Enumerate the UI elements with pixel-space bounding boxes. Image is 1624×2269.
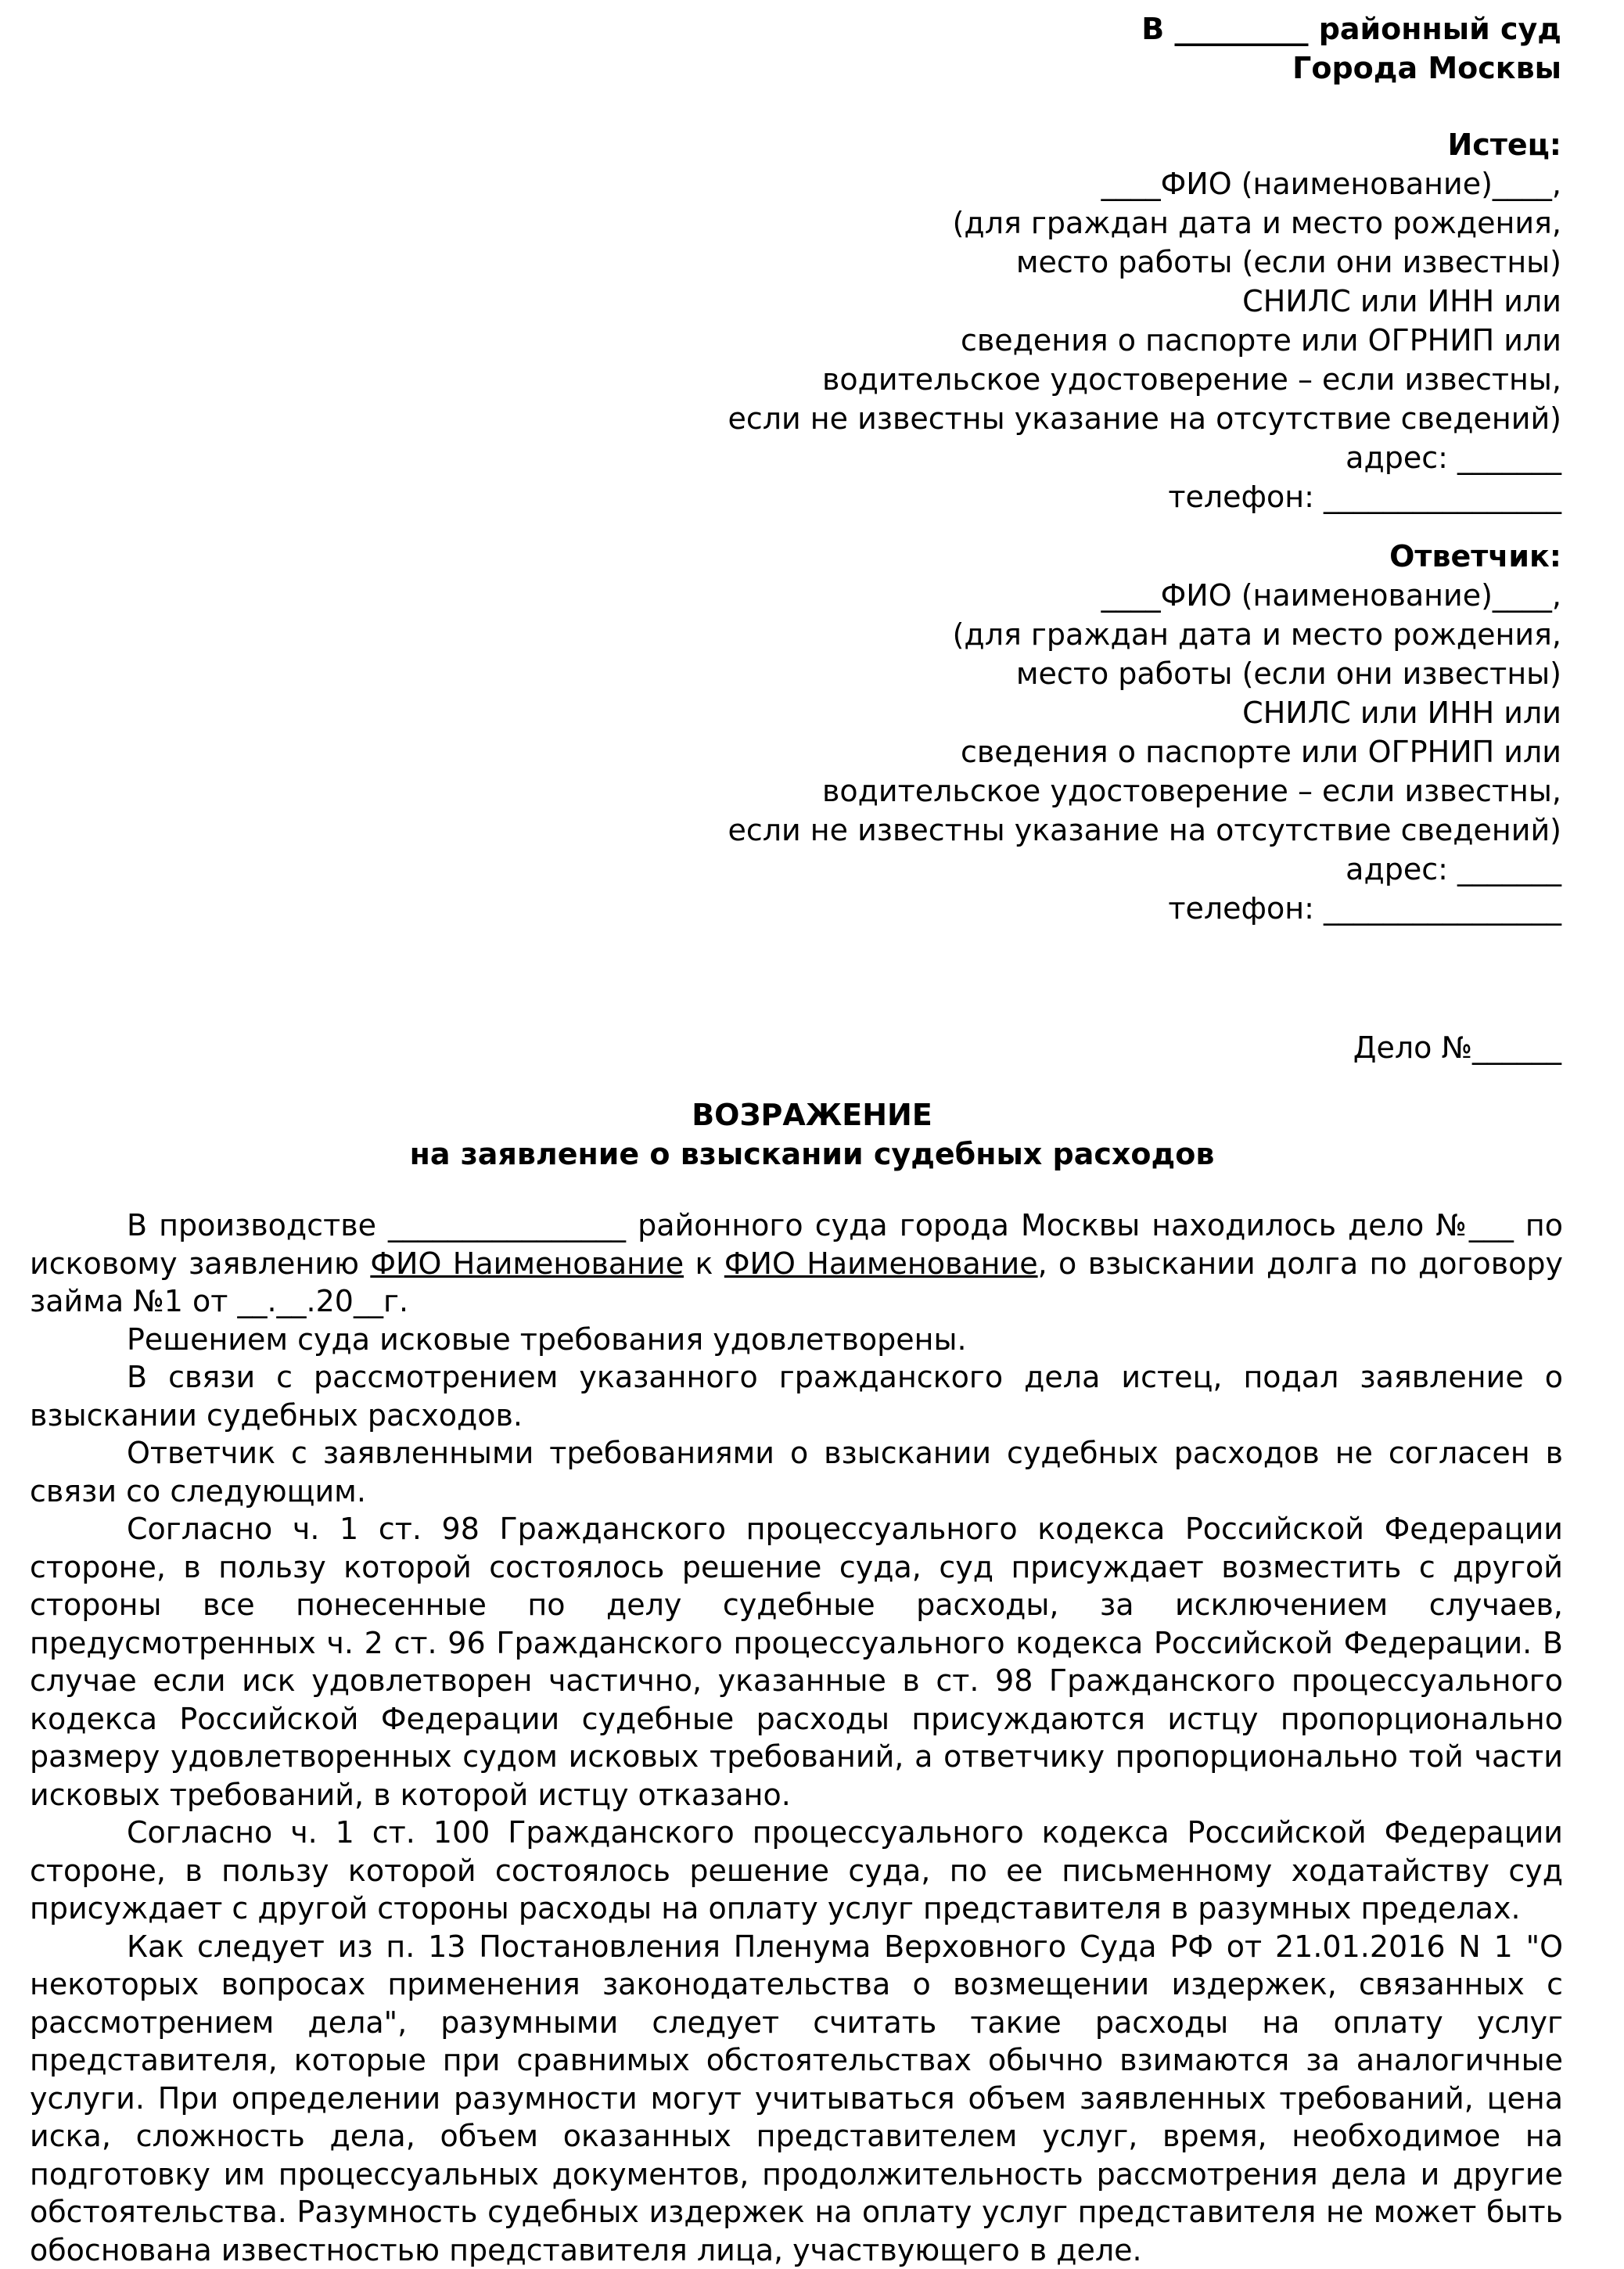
defendant-phone-line: телефон: ________________ (728, 889, 1561, 928)
plaintiff-name-line: ____ФИО (наименование)____, (728, 164, 1561, 203)
paragraph-text: В производстве ________________ районного суда города Москвы находилось дело №___ по исковому заявлению (30, 1208, 1563, 1281)
defendant-info-line: сведения о паспорте или ОГРНИП или (728, 732, 1561, 771)
court-city-line: Города Москвы (1141, 49, 1561, 88)
plaintiff-heading: Истец: (728, 125, 1561, 164)
paragraph: Согласно ч. 1 ст. 98 Гражданского процессуального кодекса Российской Федерации стороне, в пользу которой состоялось решение суда, суд присуждает возместить с другой стороны все понесенные по делу судебные расходы, за исключением случаев, предусмотренных ч. 2 ст. 96 Гражданского процессуального кодекса Российской Федерации. В случае если иск удовлетворен частично, указанные в ст. 98 Гражданского процессуального кодекса Российской Федерации судебные расходы присуждаются истцу пропорционально размеру удовлетворенных судом исковых требований, а ответчику пропорционально той части исковых требований, в которой истцу отказано. (30, 1510, 1563, 1814)
paragraph: Согласно ч. 1 ст. 100 Гражданского процессуального кодекса Российской Федерации стороне, в пользу которой состоялось решение суда, по ее письменному ходатайству суд присуждает с другой стороны расходы на оплату услуг представителя в разумных пределах. (30, 1814, 1563, 1928)
document-body (30, 1206, 1563, 2269)
plaintiff-info-line: сведения о паспорте или ОГРНИП или (728, 321, 1561, 360)
plaintiff-address-line: адрес: _______ (728, 438, 1561, 477)
defendant-address-line: адрес: _______ (728, 850, 1561, 889)
defendant-heading: Ответчик: (728, 537, 1561, 576)
title-subtitle: на заявление о взыскании судебных расходов (31, 1134, 1593, 1174)
plaintiff-info-line: водительское удостоверение – если известны, (728, 360, 1561, 399)
court-addressee (1141, 9, 1561, 88)
defendant-block (728, 537, 1561, 928)
defendant-info-line: СНИЛС или ИНН или (728, 693, 1561, 732)
defendant-info-line: место работы (если они известны) (728, 654, 1561, 693)
defendant-name-reference: ФИО Наименование (724, 1246, 1038, 1281)
court-name-line: В _________ районный суд (1141, 9, 1561, 49)
document-title (31, 1095, 1593, 1174)
paragraph (30, 1206, 1563, 1321)
plaintiff-name-reference: ФИО Наименование (370, 1246, 684, 1281)
defendant-info-line: если не известны указание на отсутствие сведений) (728, 811, 1561, 850)
case-number: Дело №______ (1353, 1028, 1561, 1067)
paragraph: Решением суда исковые требования удовлетворены. (30, 1321, 1563, 1359)
plaintiff-phone-line: телефон: ________________ (728, 477, 1561, 516)
paragraph-text: , о взыскании долга по договору займа №1 от __.__.20__г. (30, 1246, 1563, 1319)
plaintiff-info-line: СНИЛС или ИНН или (728, 282, 1561, 321)
paragraph: Как следует из п. 13 Постановления Пленума Верховного Суда РФ от 21.01.2016 N 1 "О некоторых вопросах применения законодательства о возмещении издержек, связанных с рассмотрением дела", разумными следует считать такие расходы на оплату услуг представителя, которые при сравнимых обстоятельствах обычно взимаются за аналогичные услуги. При определении разумности могут учитываться объем заявленных требований, цена иска, сложность дела, объем оказанных представителем услуг, время, необходимое на подготовку им процессуальных документов, продолжительность рассмотрения дела и другие обстоятельства. Разумность судебных издержек на оплату услуг представителя не может быть обоснована известностью представителя лица, участвующего в деле. (30, 1928, 1563, 2269)
plaintiff-info-line: если не известны указание на отсутствие сведений) (728, 399, 1561, 438)
defendant-info-line: водительское удостоверение – если известны, (728, 771, 1561, 811)
plaintiff-info-line: место работы (если они известны) (728, 243, 1561, 282)
defendant-name-line: ____ФИО (наименование)____, (728, 576, 1561, 615)
defendant-info-line: (для граждан дата и место рождения, (728, 615, 1561, 654)
paragraph-text: к (684, 1246, 724, 1281)
title-main: ВОЗРАЖЕНИЕ (31, 1095, 1593, 1134)
paragraph: В связи с рассмотрением указанного гражданского дела истец, подал заявление о взыскании судебных расходов. (30, 1358, 1563, 1434)
paragraph: Ответчик с заявленными требованиями о взыскании судебных расходов не согласен в связи со следующим. (30, 1434, 1563, 1510)
plaintiff-block (728, 125, 1561, 516)
plaintiff-info-line: (для граждан дата и место рождения, (728, 203, 1561, 243)
